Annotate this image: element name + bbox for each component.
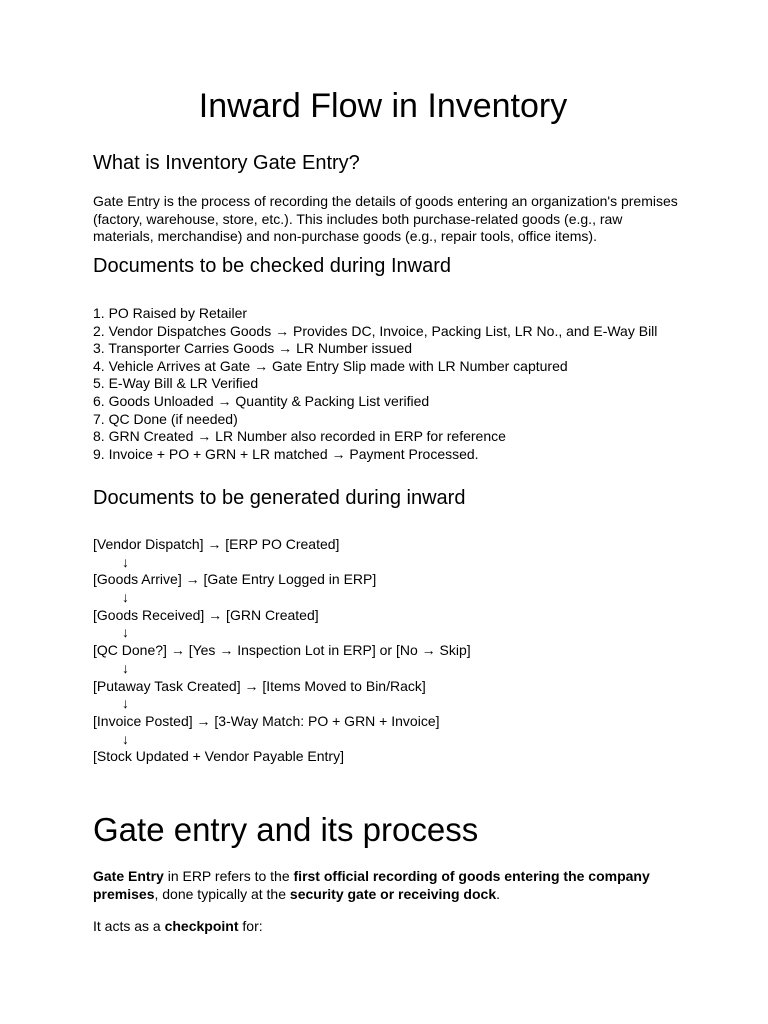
list-item: 6. Goods Unloaded → Quantity & Packing List verified — [93, 392, 430, 409]
flow-step: [Putaway Task Created] → [Items Moved to Bin/Rack] — [93, 677, 426, 694]
down-arrow-icon: ↓ — [122, 553, 129, 570]
inward-flow-diagram — [93, 536, 471, 766]
flow-step: [QC Done?] → [Yes → Inspection Lot in ERP] or [No → Skip] — [93, 642, 471, 659]
down-arrow-icon: ↓ — [122, 695, 129, 712]
heading-documents-checked: Documents to be checked during Inward — [93, 255, 451, 277]
gate-entry-erp-paragraph — [93, 868, 683, 903]
heading-what-is-gate-entry: What is Inventory Gate Entry? — [93, 152, 360, 174]
heading-gate-entry-process: Gate entry and its process — [93, 811, 479, 848]
list-item: 2. Vendor Dispatches Goods → Provides DC, Invoice, Packing List, LR No., and E-Way Bill — [93, 322, 658, 339]
gate-entry-definition: Gate Entry is the process of recording the details of goods entering an organization's premises (factory, warehouse, store, etc.). This includes both purchase-related goods (e.g., raw materials, merchandise) and non-purchase goods (e.g., repair tools, office items). — [93, 193, 678, 244]
text-run: It acts as a — [93, 918, 165, 934]
text-run: , done typically at the — [154, 885, 290, 902]
list-item: 5. E-Way Bill & LR Verified — [93, 375, 259, 392]
flow-step: [Goods Received] → [GRN Created] — [93, 606, 319, 623]
heading-documents-generated: Documents to be generated during inward — [93, 487, 466, 509]
list-item: 3. Transporter Carries Goods → LR Number issued — [93, 340, 413, 357]
flow-step: [Stock Updated + Vendor Payable Entry] — [93, 748, 344, 765]
text-run: . — [496, 885, 500, 902]
down-arrow-icon: ↓ — [122, 589, 129, 606]
list-item: 7. QC Done (if needed) — [93, 410, 238, 427]
checkpoint-paragraph — [93, 918, 683, 936]
flow-step: [Vendor Dispatch] → [ERP PO Created] — [93, 536, 340, 552]
text-run: for: — [238, 918, 263, 934]
list-item: 4. Vehicle Arrives at Gate → Gate Entry Slip made with LR Number captured — [93, 357, 568, 374]
documents-checked-list — [93, 305, 657, 463]
flow-step: [Invoice Posted] → [3-Way Match: PO + GRN + Invoice] — [93, 712, 440, 729]
bold-text: checkpoint — [164, 918, 239, 934]
text-run: in ERP refers to the — [163, 868, 294, 884]
list-item: 8. GRN Created → LR Number also recorded in ERP for reference — [93, 428, 506, 445]
down-arrow-icon: ↓ — [122, 659, 129, 676]
down-arrow-icon: ↓ — [122, 730, 129, 747]
page-title: Inward Flow in Inventory — [198, 87, 568, 125]
flow-step: [Goods Arrive] → [Gate Entry Logged in ERP] — [93, 571, 377, 588]
list-item: 1. PO Raised by Retailer — [93, 305, 248, 321]
list-item: 9. Invoice + PO + GRN + LR matched → Payment Processed. — [93, 445, 479, 462]
bold-text: security gate or receiving dock — [289, 885, 497, 902]
down-arrow-icon: ↓ — [122, 624, 129, 641]
bold-text: first official recording of goods entering the company premises — [93, 868, 650, 902]
bold-text: Gate Entry — [93, 868, 164, 884]
